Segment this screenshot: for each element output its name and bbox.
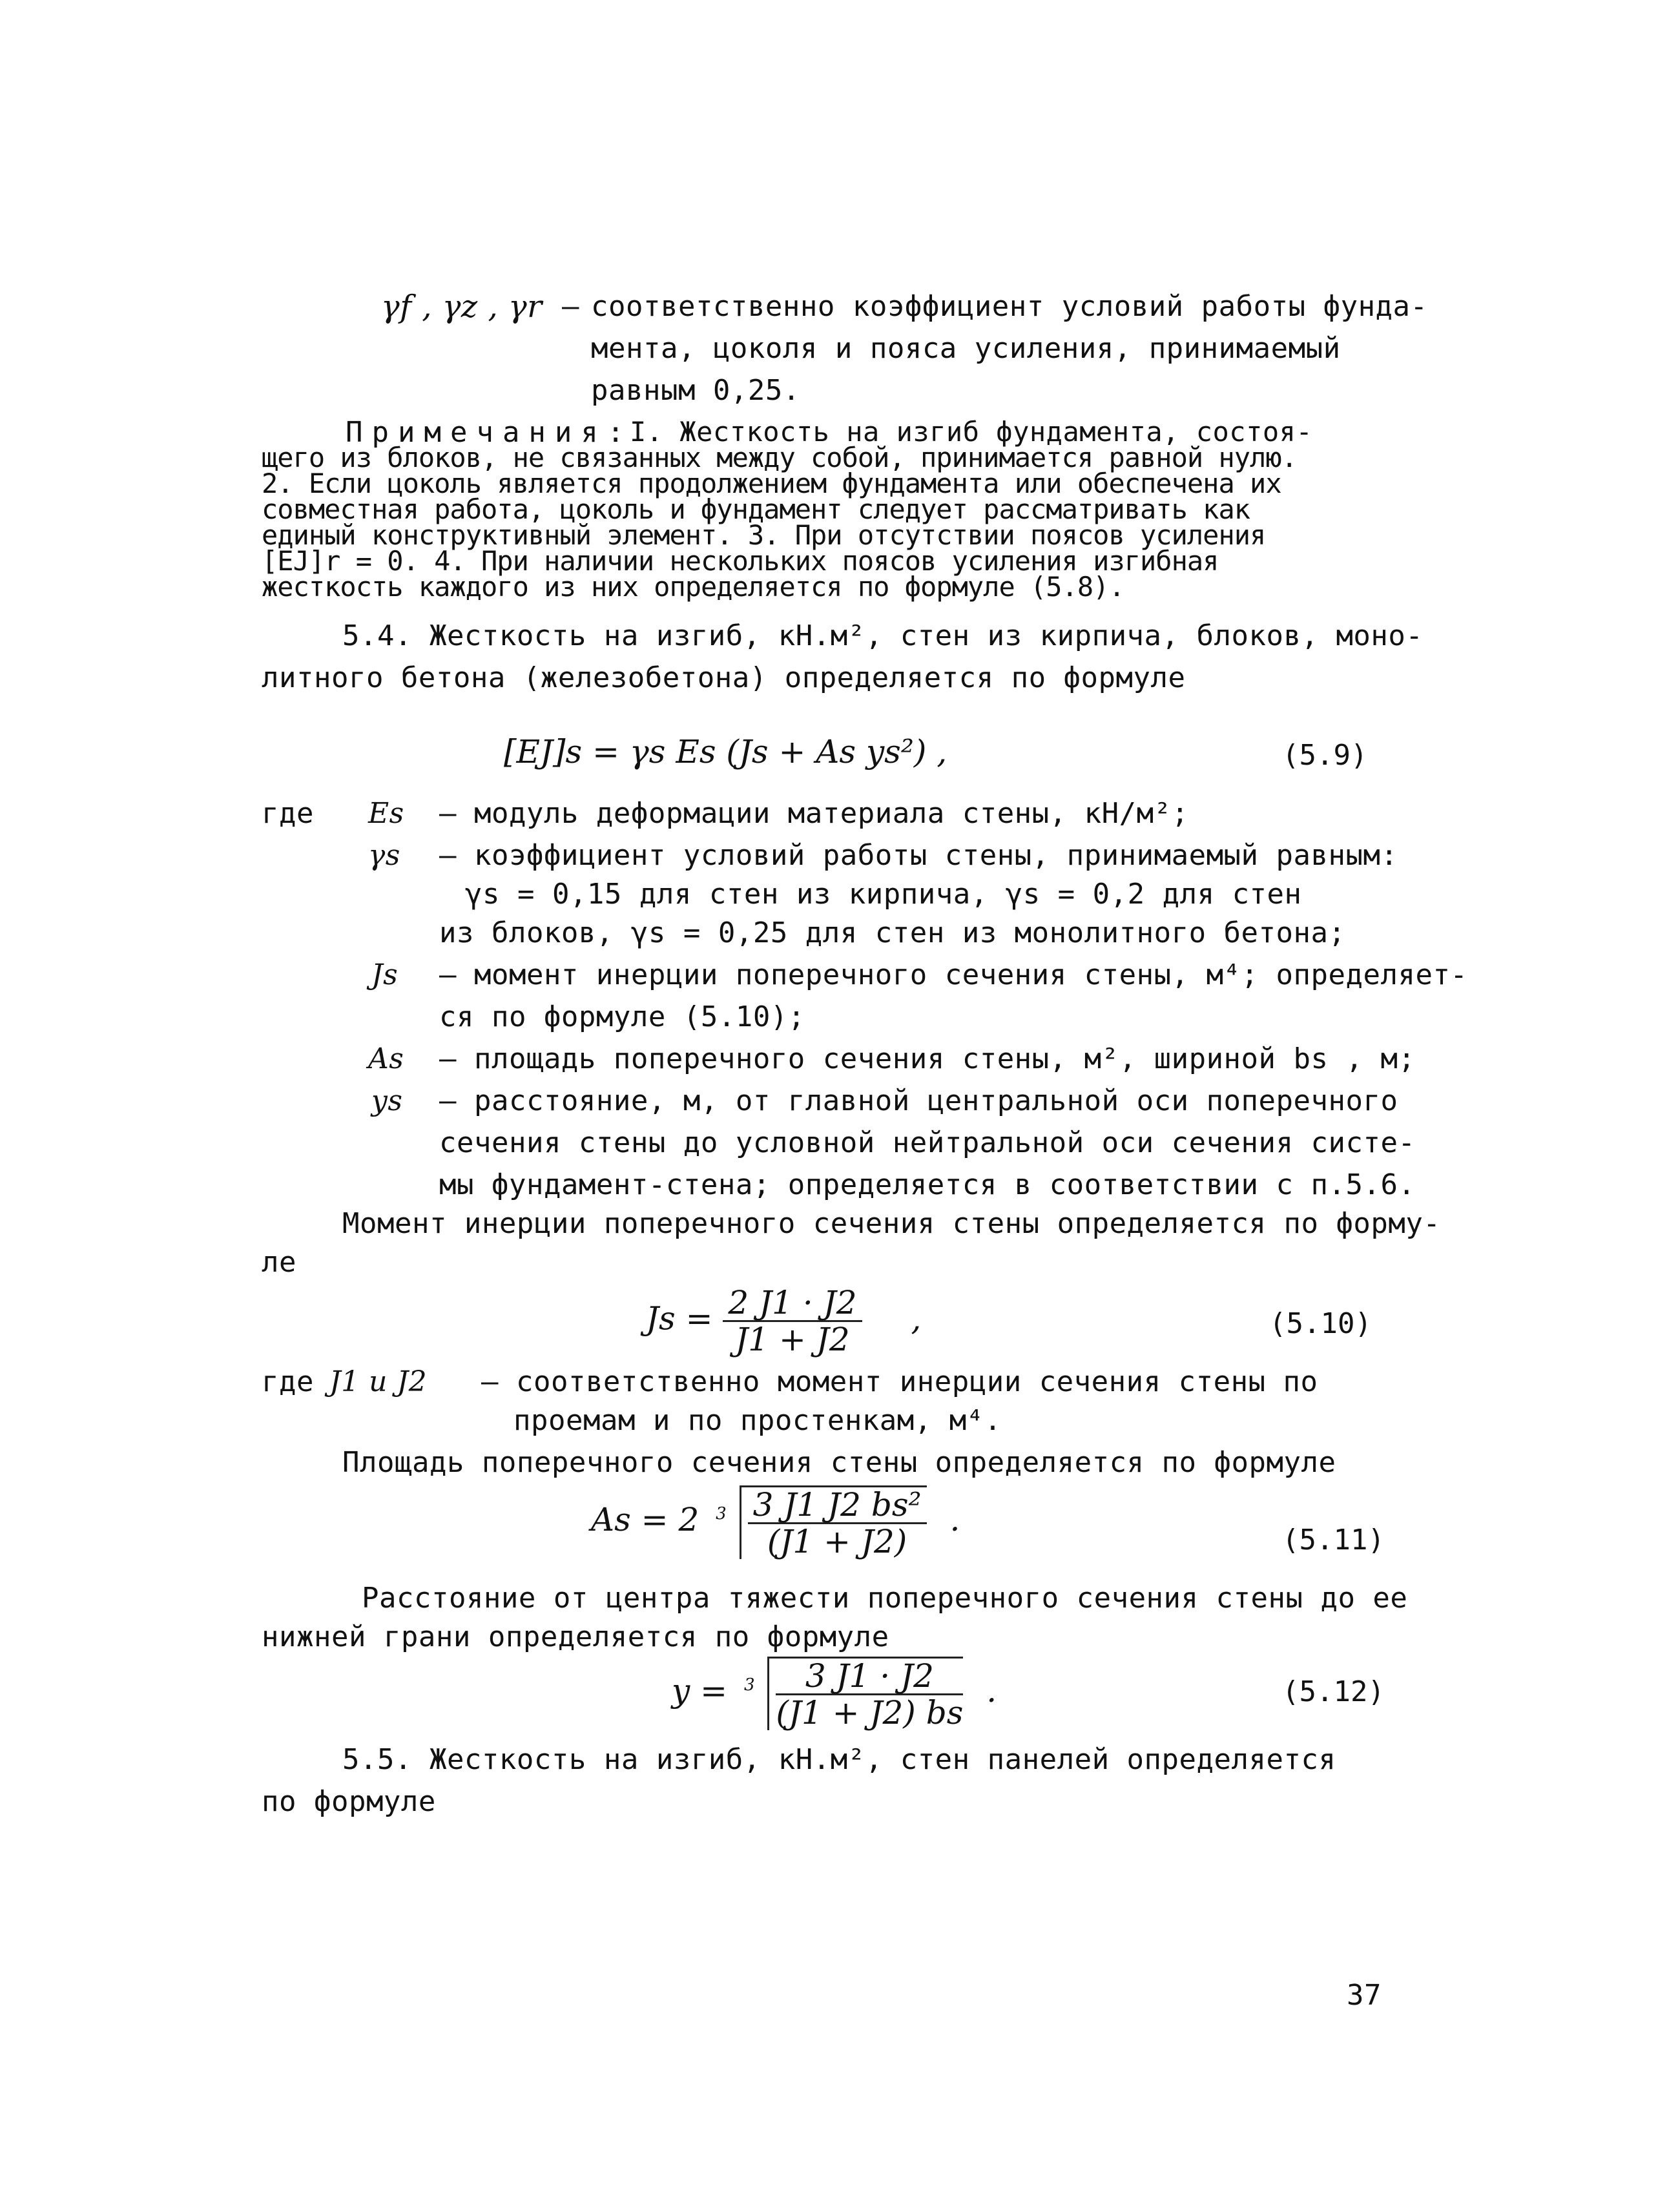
continuation-line: соответственно коэффициент условий работы фунда- <box>591 290 1428 323</box>
formula-lhs: Js = <box>646 1299 713 1338</box>
fraction-numerator: 3 J1 · J2 <box>776 1659 963 1695</box>
where-item: – расстояние, м, от главной центральной оси поперечного <box>439 1084 1398 1117</box>
symbol-gamma-s: γs <box>368 839 400 872</box>
root-index: 3 <box>716 1504 727 1524</box>
notes-line: [EJ]r = 0. 4. При наличии нескольких поясов усиления изгибная <box>262 545 1219 577</box>
notes-line: щего из блоков, не связанных между собой, принимается равной нулю. <box>262 442 1297 473</box>
formula-tail: , <box>911 1299 922 1338</box>
where-item: мы фундамент-стена; определяется в соответствии с п.5.6. <box>439 1168 1416 1201</box>
notes-label: Примечания: <box>346 416 634 449</box>
where-item: – площадь поперечного сечения стены, м², шириной bs , м; <box>439 1042 1416 1075</box>
notes-line: 2. Если цоколь является продолжением фундамента или обеспечена их <box>262 468 1281 499</box>
distance-line: Расстояние от центра тяжести поперечного сечения стены до ее <box>362 1582 1408 1615</box>
where-item: ся по формуле (5.10); <box>439 1000 805 1033</box>
notes-line: единый конструктивный элемент. 3. При отсутствии поясов усиления <box>262 519 1266 551</box>
cube-root <box>767 1657 963 1730</box>
cube-root <box>740 1485 927 1559</box>
section-5-5-line: по формуле <box>262 1785 436 1818</box>
where-item: сечения стены до условной нейтральной оси сечения систе- <box>439 1126 1416 1159</box>
fraction-numerator: 2 J1 · J2 <box>723 1285 862 1322</box>
continuation-line: мента, цоколя и пояса усиления, принимаемый <box>591 332 1341 365</box>
distance-line: нижней грани определяется по формуле <box>262 1620 889 1653</box>
where-label: где <box>262 1365 314 1398</box>
formula-tail: . <box>986 1672 997 1710</box>
where-label: где <box>262 797 314 830</box>
notes-line: совместная работа, цоколь и фундамент следует рассматривать как <box>262 493 1250 525</box>
fraction <box>776 1659 963 1730</box>
where-item: γs = 0,15 для стен из кирпича, γs = 0,2 для стен <box>465 878 1302 911</box>
equation-number: (5.11) <box>1282 1524 1385 1556</box>
notes-line: жесткость каждого из них определяется по формуле (5.8). <box>262 571 1124 603</box>
area-line: Площадь поперечного сечения стены определяется по формуле <box>342 1446 1336 1479</box>
fraction-denominator: (J1 + J2) <box>767 1523 907 1560</box>
page-number: 37 <box>1347 1979 1382 2012</box>
equation-number: (5.9) <box>1282 739 1368 772</box>
formula-5-9: [EJ]s = γs Es (Js + As ys²) , <box>504 733 948 770</box>
where-item: проемам и по простенкам, м⁴. <box>513 1404 1002 1437</box>
fraction <box>748 1487 927 1559</box>
where-item: из блоков, γs = 0,25 для стен из монолитного бетона; <box>439 916 1346 949</box>
symbol-as: As <box>368 1042 404 1075</box>
fraction-denominator: (J1 + J2) bs <box>776 1694 964 1731</box>
moment-line: ле <box>262 1246 296 1279</box>
section-5-4-line: 5.4. Жесткость на изгиб, кН.м², стен из кирпича, блоков, моно- <box>342 619 1424 652</box>
symbol-ys: ys <box>371 1084 403 1117</box>
symbol-js: Js <box>371 958 399 991</box>
equation-number: (5.10) <box>1269 1307 1372 1340</box>
notes-line: I. Жесткость на изгиб фундамента, состоя- <box>630 416 1313 448</box>
fraction-numerator: 3 J1 J2 bs² <box>748 1487 927 1524</box>
fraction-denominator: J1 + J2 <box>735 1321 850 1358</box>
equation-number: (5.12) <box>1282 1675 1385 1708</box>
section-5-4-line: литного бетона (железобетона) определяется по формуле <box>262 661 1186 694</box>
root-index: 3 <box>743 1675 755 1695</box>
continuation-line: равным 0,25. <box>591 374 800 407</box>
where-item: – соответственно момент инерции сечения стены по <box>481 1365 1318 1398</box>
coefficient-symbols: γf , γz , γr <box>381 289 543 325</box>
fraction <box>723 1285 862 1357</box>
where-item: – модуль деформации материала стены, кН/м²; <box>439 797 1189 830</box>
formula-lhs: As = 2 <box>591 1501 699 1538</box>
where-item: – момент инерции поперечного сечения стены, м⁴; определяет- <box>439 958 1468 991</box>
definition-dash: – <box>562 290 579 323</box>
formula-5-11 <box>591 1485 960 1559</box>
moment-line: Момент инерции поперечного сечения стены определяется по форму- <box>342 1207 1441 1240</box>
formula-lhs: y = <box>672 1672 728 1710</box>
formula-5-12 <box>672 1657 997 1730</box>
section-5-5-line: 5.5. Жесткость на изгиб, кН.м², стен панелей определяется <box>342 1743 1336 1776</box>
formula-tail: . <box>949 1501 960 1538</box>
formula-5-10 <box>646 1285 921 1357</box>
symbol-es: Es <box>368 797 404 830</box>
symbol-j1-j2: J1 и J2 <box>329 1365 428 1398</box>
where-item: – коэффициент условий работы стены, принимаемый равным: <box>439 839 1398 872</box>
